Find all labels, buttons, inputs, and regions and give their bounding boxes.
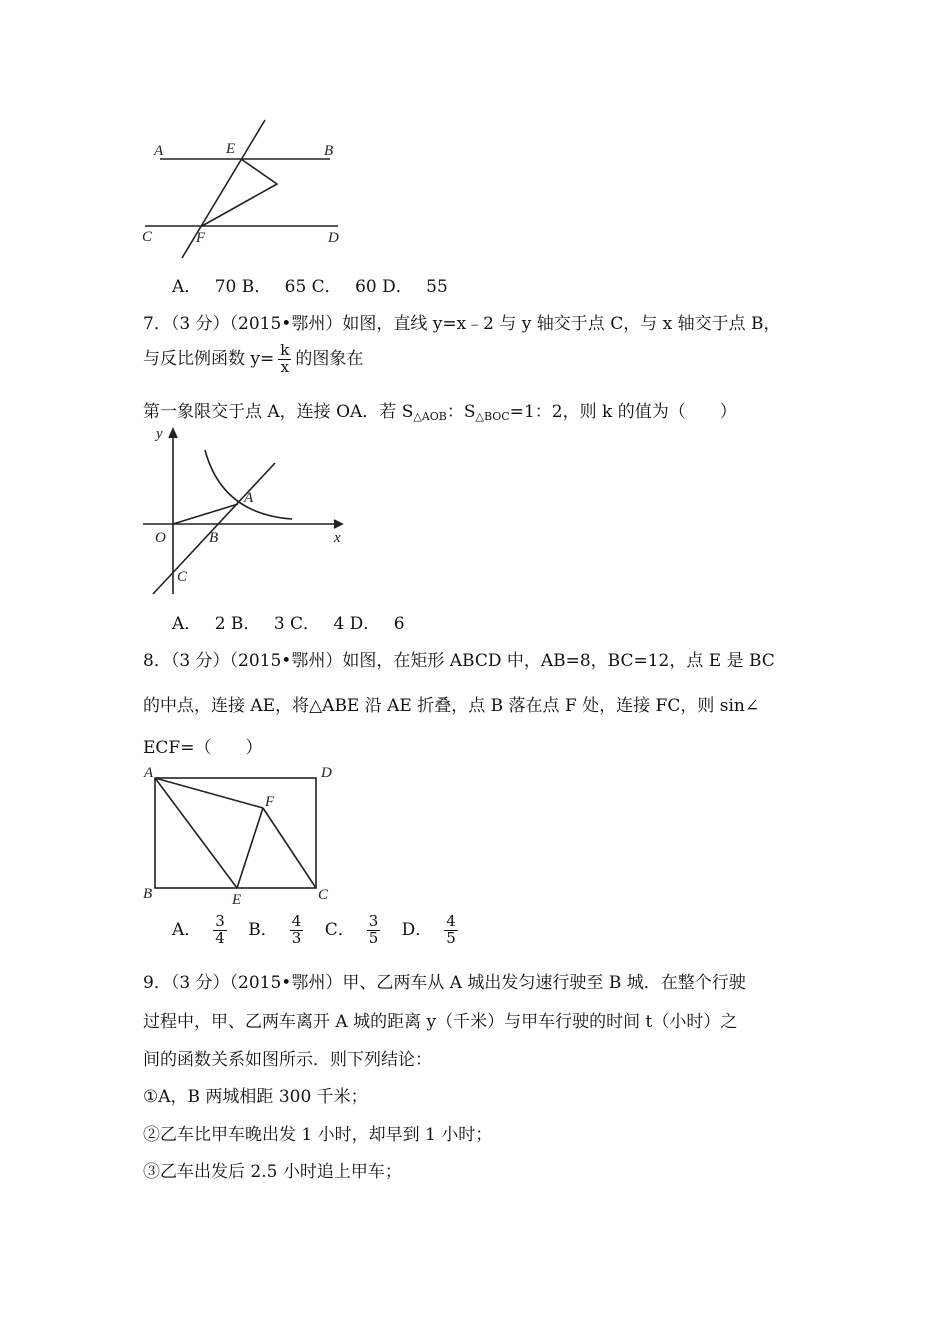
q6-label-b: B: [324, 143, 334, 159]
q6-transversal: [182, 120, 265, 258]
q8-line3: ECF=（ ）: [143, 738, 263, 758]
q8-option-b-num: 4: [291, 912, 302, 930]
q7-line3-c: =1：2，则 k 的值为（ ）: [509, 402, 737, 422]
q7-line2-post: 的图象在: [295, 348, 364, 369]
q6-option-b[interactable]: 70 B．: [214, 277, 272, 297]
q8-segment-fc: [263, 808, 316, 888]
q8-label-b: B: [143, 886, 153, 902]
q8-option-b-den: 3: [291, 928, 302, 947]
q6-label-e: E: [226, 141, 236, 157]
q6-label-c: C: [142, 229, 153, 245]
q8-option-c-num: 3: [368, 912, 379, 930]
q7-option-b[interactable]: 2 B．: [214, 614, 261, 634]
q7-line3-b: ：S: [446, 402, 476, 422]
q8-option-c-label[interactable]: C．: [324, 919, 355, 940]
q8-option-b-label[interactable]: B．: [248, 919, 278, 940]
q6-figure: [140, 118, 350, 263]
q7-label-a: A: [244, 490, 254, 506]
q7-line1: 7．（3 分）（2015•鄂州）如图，直线 y=x﹣2 与 y 轴交于点 C，与 x 轴交于点 B，: [143, 314, 781, 334]
q7-figure: [140, 424, 355, 599]
q7-x-arrow: [334, 520, 342, 528]
q8-option-d-label[interactable]: D．: [401, 919, 433, 940]
q8-figure: [140, 762, 340, 904]
q7-label-c: C: [177, 569, 188, 585]
q8-option-a-num: 3: [215, 912, 225, 930]
q7-option-e[interactable]: 6: [393, 614, 405, 634]
q7-label-x: x: [334, 530, 341, 546]
q7-y-arrow: [169, 429, 177, 438]
q8-label-a: A: [144, 765, 154, 781]
q6-label-f: F: [196, 230, 206, 246]
q6-options: [172, 272, 456, 297]
q6-label-d: D: [328, 230, 339, 246]
q6-option-d[interactable]: 60 D．: [355, 277, 413, 297]
q7-sub-aob: △AOB: [413, 410, 447, 423]
q7-option-c[interactable]: 3 C．: [273, 614, 321, 634]
q7-sub-boc: △BOC: [475, 410, 510, 423]
q7-line2: [143, 343, 363, 376]
q8-option-a-den: 4: [215, 928, 225, 947]
q7-line3: [143, 397, 737, 423]
q7-frac-num: k: [280, 341, 290, 359]
q8-option-d-frac: [444, 914, 466, 947]
q8-option-c-den: 5: [368, 928, 379, 947]
q8-segment-fe: [237, 808, 263, 888]
q7-label-b: B: [209, 530, 219, 546]
q7-label-o: O: [155, 530, 166, 546]
q6-option-a[interactable]: A．: [172, 277, 202, 297]
q8-label-d: D: [321, 765, 332, 781]
q9-line1: 9．（3 分）（2015•鄂州）甲、乙两车从 A 城出发匀速行驶至 B 城．在整个行驶: [143, 973, 746, 993]
q8-rectangle: [155, 778, 316, 888]
q9-line3: 间的函数关系如图所示．则下列结论：: [143, 1050, 432, 1070]
q8-option-d-den: 5: [446, 928, 456, 947]
q9-item1: ①A，B 两城相距 300 千米；: [143, 1087, 368, 1107]
q7-hyperbola: [205, 450, 292, 519]
q7-line3-a: 第一象限交于点 A，连接 OA．若 S: [143, 402, 414, 422]
q8-options: [172, 914, 474, 947]
q8-segment-af: [155, 778, 263, 808]
q8-option-b-frac: [290, 914, 312, 947]
q7-line-bc: [153, 463, 275, 594]
q6-option-c[interactable]: 65 C．: [284, 277, 342, 297]
q8-option-a-label[interactable]: A．: [172, 919, 202, 940]
q7-frac-den: x: [280, 357, 290, 376]
q8-line2: 的中点，连接 AE，将△ABE 沿 AE 折叠，点 B 落在点 F 处，连接 FC，则 sin∠: [143, 696, 760, 716]
q8-option-d-num: 4: [446, 912, 456, 930]
q7-option-d[interactable]: 4 D．: [333, 614, 381, 634]
q7-line2-pre: 与反比例函数 y=: [143, 348, 275, 369]
q8-line1: 8．（3 分）（2015•鄂州）如图，在矩形 ABCD 中，AB=8，BC=12，点 E 是 BC: [143, 651, 775, 671]
q9-item2: ②乙车比甲车晚出发 1 小时，却早到 1 小时；: [143, 1125, 493, 1145]
q7-options: [172, 609, 413, 634]
q6-label-a: A: [154, 143, 164, 159]
q9-item3: ③乙车出发后 2.5 小时追上甲车；: [143, 1162, 402, 1182]
q8-label-e: E: [232, 892, 242, 904]
q7-option-a[interactable]: A．: [172, 614, 202, 634]
q8-option-a-frac: [213, 914, 235, 947]
q9-line2: 过程中，甲、乙两车离开 A 城的距离 y（千米）与甲车行驶的时间 t（小时）之: [143, 1012, 738, 1032]
q8-label-f: F: [265, 794, 275, 810]
q6-option-e[interactable]: 55: [426, 277, 448, 297]
q6-triangle: [202, 159, 277, 226]
q8-segment-ae: [155, 778, 237, 888]
q8-label-c: C: [318, 887, 329, 903]
q7-fraction: [278, 343, 291, 376]
q8-option-c-frac: [367, 914, 389, 947]
q7-label-y: y: [156, 426, 163, 442]
